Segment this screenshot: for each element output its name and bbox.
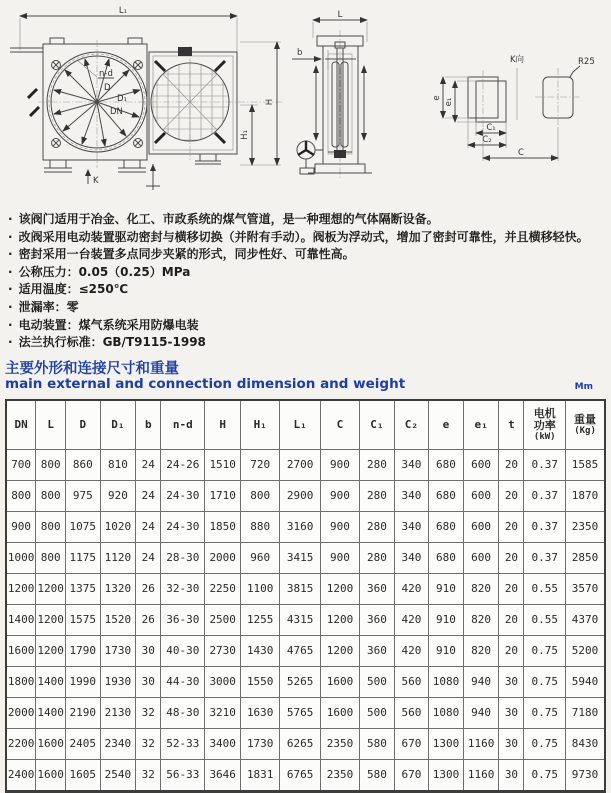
table-cell: 3415: [280, 542, 320, 573]
table-cell: 3646: [205, 759, 241, 791]
table-cell: 900: [320, 511, 359, 542]
table-row: [6, 480, 605, 511]
dim-label-h1: H₁: [240, 130, 250, 140]
table-cell: 32: [136, 759, 161, 791]
table-cell: 0.37: [524, 511, 566, 542]
table-cell: 1080: [429, 697, 464, 728]
feature-item: [8, 229, 611, 247]
table-cell: 1600: [320, 697, 359, 728]
column-header: e₁: [463, 400, 499, 450]
table-cell: 720: [241, 449, 280, 480]
table-cell: 900: [320, 449, 359, 480]
table-cell: 32: [136, 697, 161, 728]
table-cell: 30: [499, 759, 524, 791]
feature-text: 密封采用一台装置多点同步夹紧的形式，同步性好、可靠性高。: [18, 247, 355, 262]
table-cell: 860: [66, 449, 101, 480]
table-cell: 2500: [205, 604, 241, 635]
technical-drawings: [0, 0, 611, 198]
table-cell: 800: [241, 480, 280, 511]
table-cell: 30: [136, 666, 161, 697]
table-cell: 1160: [463, 728, 499, 759]
table-cell: 1430: [241, 635, 280, 666]
table-cell: 1120: [100, 542, 136, 573]
table-cell: 3815: [280, 573, 320, 604]
table-cell: 1300: [429, 759, 464, 791]
dimension-table: [5, 399, 606, 793]
dim-label-k: K: [93, 176, 99, 186]
table-cell: 40-30: [161, 635, 205, 666]
table-cell: 30: [499, 728, 524, 759]
table-cell: 680: [429, 449, 464, 480]
table-cell: 1990: [66, 666, 101, 697]
column-header: 电机 功率 (kW): [524, 400, 566, 450]
table-cell: 6765: [280, 759, 320, 791]
dim-label-h: H: [265, 98, 275, 106]
table-cell: 5765: [280, 697, 320, 728]
dim-label-r25: R25: [578, 57, 595, 67]
table-cell: 1100: [241, 573, 280, 604]
feature-item: [8, 264, 611, 282]
table-cell: 1300: [429, 728, 464, 759]
table-row: [6, 728, 605, 759]
table-cell: 2350: [320, 759, 359, 791]
table-cell: 4370: [566, 604, 605, 635]
dim-label-d: D: [104, 83, 111, 93]
table-cell: 600: [463, 542, 499, 573]
table-cell: 670: [394, 728, 429, 759]
table-cell: 900: [320, 480, 359, 511]
table-cell: 3160: [280, 511, 320, 542]
table-row: [6, 759, 605, 791]
table-cell: 26: [136, 604, 161, 635]
table-cell: 1600: [36, 759, 66, 791]
table-cell: 0.75: [524, 697, 566, 728]
table-cell: 32: [136, 728, 161, 759]
table-cell: 1200: [320, 604, 359, 635]
table-cell: 1831: [241, 759, 280, 791]
table-cell: 0.75: [524, 728, 566, 759]
table-cell: 560: [394, 666, 429, 697]
table-cell: 500: [360, 666, 395, 697]
dimension-table-body: [6, 449, 605, 791]
table-cell: 20: [499, 480, 524, 511]
table-cell: 24: [136, 511, 161, 542]
table-cell: 1400: [6, 604, 36, 635]
table-cell: 1630: [241, 697, 280, 728]
table-cell: 26: [136, 573, 161, 604]
table-header-row: [6, 400, 605, 450]
table-cell: 1550: [241, 666, 280, 697]
table-cell: 420: [394, 604, 429, 635]
table-cell: 24-30: [161, 511, 205, 542]
section-heading: [5, 361, 611, 392]
table-cell: 1200: [36, 635, 66, 666]
table-cell: 1075: [66, 511, 101, 542]
table-cell: 32-30: [161, 573, 205, 604]
table-row: [6, 604, 605, 635]
dim-label-d1: D₁: [117, 94, 127, 104]
table-cell: 580: [360, 728, 395, 759]
table-cell: 800: [36, 480, 66, 511]
feature-text: 电动装置：煤气系统采用防爆电装: [18, 317, 199, 332]
table-cell: 1200: [6, 573, 36, 604]
feature-text: 公称压力：0.05（0.25）MPa: [18, 264, 191, 279]
table-cell: 1080: [429, 666, 464, 697]
table-cell: 820: [463, 635, 499, 666]
column-header: e: [429, 400, 464, 450]
table-cell: 1930: [100, 666, 136, 697]
table-cell: 670: [394, 759, 429, 791]
table-cell: 0.55: [524, 573, 566, 604]
table-cell: 20: [499, 635, 524, 666]
column-header: C: [320, 400, 359, 450]
table-cell: 1730: [100, 635, 136, 666]
table-cell: 280: [360, 542, 395, 573]
feature-item: [8, 317, 611, 335]
table-cell: 1200: [320, 573, 359, 604]
table-header: [6, 400, 605, 450]
table-cell: 975: [66, 480, 101, 511]
table-cell: 0.37: [524, 449, 566, 480]
table-cell: 1710: [205, 480, 241, 511]
side-view-drawing: [290, 2, 390, 192]
table-cell: 24-26: [161, 449, 205, 480]
table-cell: 940: [463, 666, 499, 697]
table-cell: 48-30: [161, 697, 205, 728]
table-cell: 1600: [36, 728, 66, 759]
table-cell: 1400: [36, 666, 66, 697]
table-cell: 900: [320, 542, 359, 573]
table-cell: 580: [360, 759, 395, 791]
table-cell: 600: [463, 511, 499, 542]
table-cell: 360: [360, 635, 395, 666]
table-row: [6, 635, 605, 666]
table-cell: 1520: [100, 604, 136, 635]
table-cell: 30: [499, 666, 524, 697]
table-cell: 340: [394, 542, 429, 573]
dim-label-nd: n-d: [99, 69, 113, 79]
table-cell: 20: [499, 542, 524, 573]
table-cell: 20: [499, 604, 524, 635]
table-cell: 20: [499, 573, 524, 604]
table-cell: 2250: [205, 573, 241, 604]
front-view-drawing: [0, 2, 290, 194]
table-cell: 2000: [6, 697, 36, 728]
table-cell: 1730: [241, 728, 280, 759]
table-row: [6, 697, 605, 728]
dim-label-b: b: [297, 48, 303, 58]
table-cell: 340: [394, 511, 429, 542]
feature-item: [8, 334, 611, 352]
table-cell: 1585: [566, 449, 605, 480]
table-cell: 2900: [280, 480, 320, 511]
table-cell: 1870: [566, 480, 605, 511]
table-cell: 910: [429, 635, 464, 666]
table-cell: 56-33: [161, 759, 205, 791]
feature-text: 法兰执行标准：GB/T9115-1998: [18, 335, 206, 350]
table-cell: 1605: [66, 759, 101, 791]
table-cell: 1575: [66, 604, 101, 635]
table-row: [6, 573, 605, 604]
table-cell: 340: [394, 480, 429, 511]
table-cell: 2730: [205, 635, 241, 666]
table-cell: 280: [360, 511, 395, 542]
table-cell: 30: [136, 635, 161, 666]
table-cell: 30: [499, 697, 524, 728]
table-cell: 700: [6, 449, 36, 480]
table-cell: 2350: [320, 728, 359, 759]
table-cell: 800: [36, 511, 66, 542]
table-cell: 940: [463, 697, 499, 728]
table-cell: 1200: [320, 635, 359, 666]
column-header: D: [66, 400, 101, 450]
table-cell: 8430: [566, 728, 605, 759]
table-cell: 280: [360, 449, 395, 480]
table-cell: 0.55: [524, 604, 566, 635]
table-cell: 0.75: [524, 635, 566, 666]
table-cell: 1600: [320, 666, 359, 697]
dim-label-c2: C₂: [482, 135, 492, 145]
dim-label-c1: C₁: [486, 123, 496, 133]
table-cell: 1000: [6, 542, 36, 573]
table-row: [6, 666, 605, 697]
column-header: C₂: [394, 400, 429, 450]
table-cell: 2850: [566, 542, 605, 573]
table-cell: 680: [429, 542, 464, 573]
table-cell: 0.37: [524, 480, 566, 511]
feature-list: [0, 211, 611, 352]
feature-item: [8, 299, 611, 317]
table-cell: 680: [429, 511, 464, 542]
table-cell: 7180: [566, 697, 605, 728]
table-cell: 1510: [205, 449, 241, 480]
table-cell: 1375: [66, 573, 101, 604]
table-cell: 52-33: [161, 728, 205, 759]
table-cell: 5940: [566, 666, 605, 697]
feature-item: [8, 281, 611, 299]
table-cell: 3570: [566, 573, 605, 604]
table-cell: 24: [136, 542, 161, 573]
table-cell: 1200: [36, 573, 66, 604]
table-cell: 3210: [205, 697, 241, 728]
table-cell: 0.37: [524, 542, 566, 573]
table-cell: 44-30: [161, 666, 205, 697]
k-view-drawing: [420, 28, 611, 192]
table-cell: 28-30: [161, 542, 205, 573]
table-cell: 1320: [100, 573, 136, 604]
column-header: L: [36, 400, 66, 450]
table-cell: 900: [6, 511, 36, 542]
table-cell: 24: [136, 480, 161, 511]
column-header: t: [499, 400, 524, 450]
table-cell: 2340: [100, 728, 136, 759]
table-cell: 2540: [100, 759, 136, 791]
table-cell: 1160: [463, 759, 499, 791]
dim-label-c: C: [518, 148, 524, 158]
table-cell: 920: [100, 480, 136, 511]
table-cell: 810: [100, 449, 136, 480]
column-header: D₁: [100, 400, 136, 450]
dim-label-l1: L₁: [118, 6, 128, 16]
table-cell: 24-30: [161, 480, 205, 511]
table-cell: 340: [394, 449, 429, 480]
table-cell: 800: [6, 480, 36, 511]
table-cell: 2130: [100, 697, 136, 728]
dim-label-e: e: [432, 95, 442, 101]
table-cell: 360: [360, 604, 395, 635]
feature-item: [8, 211, 611, 229]
table-cell: 24: [136, 449, 161, 480]
dim-label-e1: e₁: [444, 97, 454, 107]
table-cell: 820: [463, 573, 499, 604]
table-cell: 680: [429, 480, 464, 511]
feature-item: [8, 246, 611, 264]
table-cell: 1600: [6, 635, 36, 666]
table-cell: 1200: [36, 604, 66, 635]
table-cell: 2700: [280, 449, 320, 480]
table-cell: 2350: [566, 511, 605, 542]
table-cell: 820: [463, 604, 499, 635]
section-title-en: main external and connection dimension and weight: [5, 375, 406, 392]
table-cell: 0.75: [524, 666, 566, 697]
table-cell: 560: [394, 697, 429, 728]
table-cell: 0.75: [524, 759, 566, 791]
table-cell: 20: [499, 449, 524, 480]
table-cell: 2200: [6, 728, 36, 759]
table-cell: 1790: [66, 635, 101, 666]
table-cell: 5265: [280, 666, 320, 697]
table-cell: 600: [463, 480, 499, 511]
k-view-title: K向: [509, 55, 525, 65]
table-cell: 1020: [100, 511, 136, 542]
table-cell: 1800: [6, 666, 36, 697]
column-header: n-d: [161, 400, 205, 450]
table-cell: 1175: [66, 542, 101, 573]
table-cell: 2000: [205, 542, 241, 573]
table-cell: 20: [499, 511, 524, 542]
column-header: H: [205, 400, 241, 450]
table-cell: 420: [394, 573, 429, 604]
table-cell: 500: [360, 697, 395, 728]
column-header: 重量 (Kg): [566, 400, 605, 450]
column-header: L₁: [280, 400, 320, 450]
table-cell: 1400: [36, 697, 66, 728]
table-cell: 1255: [241, 604, 280, 635]
dim-label-dn: DN: [110, 107, 123, 117]
table-cell: 2190: [66, 697, 101, 728]
table-cell: 960: [241, 542, 280, 573]
table-cell: 800: [36, 449, 66, 480]
table-cell: 910: [429, 573, 464, 604]
table-cell: 420: [394, 635, 429, 666]
feature-text: 改阀采用电动装置驱动密封与横移切换（并附有手动）。阀板为浮动式，增加了密封可靠性，并且横移轻快。: [18, 229, 589, 244]
unit-label: Mm: [574, 381, 593, 392]
table-cell: 2400: [6, 759, 36, 791]
column-header: b: [136, 400, 161, 450]
feature-text: 适用温度：≤250℃: [18, 282, 129, 297]
table-cell: 360: [360, 573, 395, 604]
section-title-zh: 主要外形和连接尺寸和重量: [5, 360, 179, 377]
table-cell: 910: [429, 604, 464, 635]
table-cell: 6265: [280, 728, 320, 759]
table-cell: 9730: [566, 759, 605, 791]
column-header: DN: [6, 400, 36, 450]
table-row: [6, 542, 605, 573]
column-header: H₁: [241, 400, 280, 450]
table-cell: 1850: [205, 511, 241, 542]
table-cell: 5200: [566, 635, 605, 666]
table-cell: 880: [241, 511, 280, 542]
column-header: C₁: [360, 400, 395, 450]
dim-label-l: L: [337, 10, 343, 20]
table-cell: 2405: [66, 728, 101, 759]
table-cell: 800: [36, 542, 66, 573]
table-cell: 3000: [205, 666, 241, 697]
table-cell: 36-30: [161, 604, 205, 635]
feature-text: 泄漏率：零: [18, 299, 79, 314]
feature-text: 该阀门适用于冶金、化工、市政系统的煤气管道，是一种理想的气体隔断设备。: [18, 212, 439, 226]
table-row: [6, 449, 605, 480]
table-cell: 3400: [205, 728, 241, 759]
table-cell: 280: [360, 480, 395, 511]
table-cell: 600: [463, 449, 499, 480]
table-cell: 4315: [280, 604, 320, 635]
table-cell: 4765: [280, 635, 320, 666]
table-row: [6, 511, 605, 542]
